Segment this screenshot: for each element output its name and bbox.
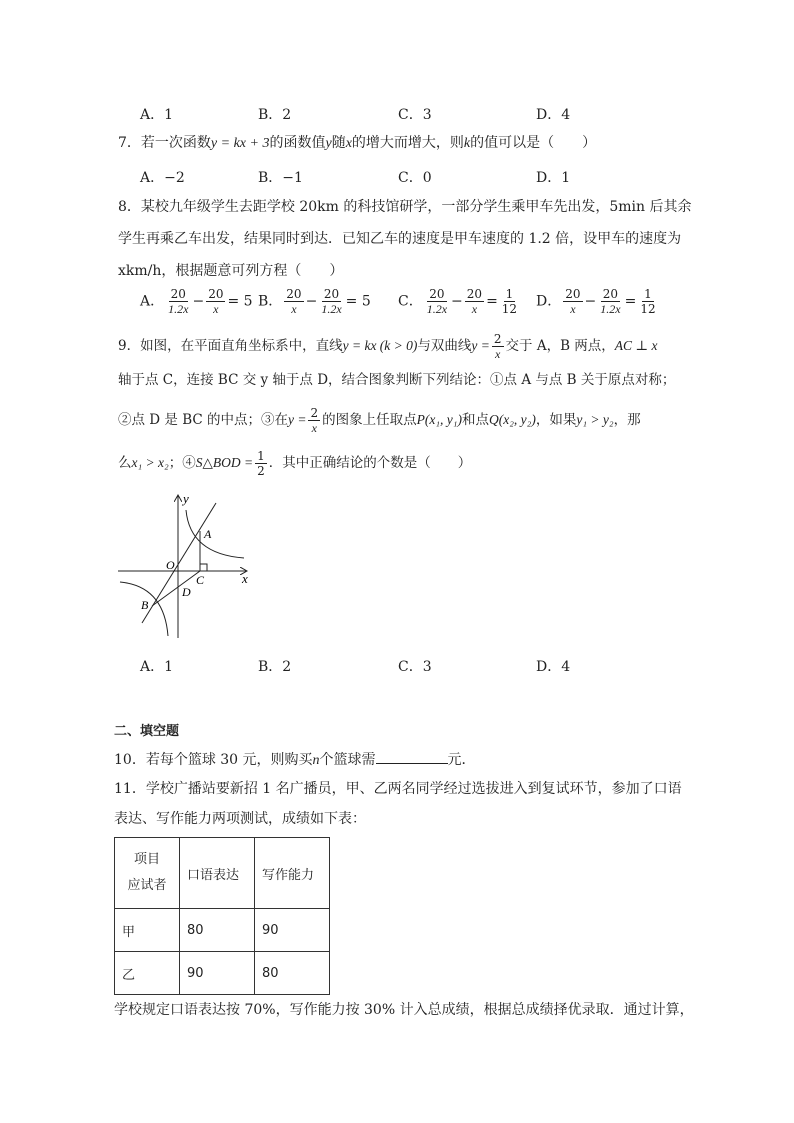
- q8-c-frac-2: $\frac{20}{x}$: [466, 287, 483, 316]
- q7-text-2: 的函数值: [269, 135, 326, 151]
- q8-line-2: 学生再乘乙车出发，结果同时到达．已知乙车的速度是甲车速度的 1.2 倍，设甲车的速度为: [118, 231, 682, 247]
- q6-option-b: B．2: [258, 107, 292, 123]
- q9-option-b: B．2: [258, 659, 292, 675]
- q8-option-c-label: C．: [398, 293, 423, 310]
- q7-option-c: C．0: [398, 170, 432, 186]
- q8-b-frac-1: $\frac{20}{x}$: [286, 287, 302, 316]
- q8-option-c: C． $\frac{20}{1.2x}$ − $\frac{20}{x}$ = $\frac{1}{12}$: [398, 287, 518, 316]
- q9-option-a: A．1: [140, 659, 174, 675]
- q9-hyperbola-frac-2: $\frac{2}{x}$: [310, 406, 319, 435]
- table-row: [115, 909, 330, 952]
- label-point-a: A: [204, 527, 212, 541]
- header-oral: 口语表达: [180, 838, 255, 909]
- q8-option-d-label: D．: [536, 293, 562, 310]
- right-angle-mark: [200, 564, 207, 571]
- writing-score: 90: [255, 909, 330, 952]
- q11-line-1: 11．学校广播站要新招 1 名广播员，甲、乙两名同学经过选拔进入到复试环节，参加了口语: [114, 781, 682, 797]
- q8-d-frac-rhs: $\frac{1}{12}$: [640, 287, 656, 316]
- hyperbola-branch-q1: [186, 510, 244, 558]
- q8-d-frac-2: $\frac{20}{1.2x}$: [600, 287, 621, 316]
- q7-var-k: k: [463, 136, 471, 151]
- q9-hyperbola-frac-1: $\frac{2}{x}$: [493, 332, 502, 361]
- q7-stem: [118, 133, 596, 154]
- q6-option-c: C．3: [398, 107, 432, 123]
- q8-option-d: D． $\frac{20}{x}$ − $\frac{20}{1.2x}$ = $\frac{1}{12}$: [536, 287, 656, 316]
- q9-option-d: D．4: [536, 659, 571, 675]
- q7-text-3: 随: [331, 135, 346, 151]
- q9-line-2: 轴于点 C，连接 BC 交 y 轴于点 D，结合图象判断下列结论：①点 A 与点 B 关于原点对称；: [118, 372, 676, 388]
- q7-function: y = kx + 3: [210, 136, 270, 151]
- q11-line-2: 表达、写作能力两项测试，成绩如下表：: [114, 811, 366, 827]
- label-point-c: C: [196, 573, 205, 587]
- segment-bc: [152, 571, 200, 606]
- candidate-name: 乙: [115, 952, 180, 995]
- q6-option-d: D．4: [536, 107, 571, 123]
- corner-label-candidate: 应试者: [127, 878, 167, 893]
- q7-var-x: x: [345, 136, 352, 151]
- label-point-b: B: [141, 598, 149, 612]
- q8-line-3: xkm/h，根据题意可列方程（ ）: [118, 263, 344, 279]
- q9-line-4: 么x₁ > x₂；④S△BOD = $\frac{1}{2}$ ．其中正确结论的个数是（ ）: [118, 449, 472, 478]
- q10-var-n: n: [312, 753, 320, 768]
- q10-stem: 10．若每个篮球 30 元，则购买n个篮球需 元．: [114, 749, 476, 771]
- label-x: x: [242, 571, 248, 586]
- q7-text-4: 的增大而增大，则: [351, 135, 464, 151]
- q11-score-table: [114, 837, 330, 995]
- q7-text-5: 的值可以是（ ）: [470, 135, 597, 151]
- q8-d-frac-1: $\frac{20}{x}$: [565, 287, 581, 316]
- q11-line-3: 学校规定口语表达按 70%，写作能力按 30% 计入总成绩，根据总成绩择优录取．通过计算，: [114, 1002, 694, 1018]
- writing-score: 80: [255, 952, 330, 995]
- q9-line-1: 9．如图，在平面直角坐标系中，直线y = kx (k > 0)与双曲线y = $\frac{2}{x}$ 交于 A，B 两点，AC ⊥ x: [118, 332, 658, 361]
- q8-c-frac-rhs: $\frac{1}{12}$: [501, 287, 518, 316]
- section-title-fill-in: 二、填空题: [114, 724, 180, 739]
- q7-option-a: A．−2: [140, 170, 185, 186]
- table-row: [115, 952, 330, 995]
- q7-var-y: y: [325, 136, 332, 151]
- label-origin: O: [166, 558, 175, 572]
- q9-option-c: C．3: [398, 659, 432, 675]
- oral-score: 80: [180, 909, 255, 952]
- table-header-row: [115, 838, 330, 909]
- q9-line-3: ②点 D 是 BC 的中点；③在y = $\frac{2}{x}$ 的图象上任取点P(x₁, y₁)和点Q(x₂, y₂)，如果y₁ > y₂，那: [118, 406, 641, 435]
- table-corner-cell: [115, 838, 180, 909]
- q9-area-frac: $\frac{1}{2}$: [257, 449, 265, 478]
- oral-score: 90: [180, 952, 255, 995]
- q8-option-b-label: B．: [258, 293, 283, 310]
- q8-option-b: B． $\frac{20}{x}$ − $\frac{20}{1.2x}$ = 5: [258, 287, 371, 316]
- q8-option-a-label: A．: [140, 293, 165, 310]
- label-point-d: D: [182, 585, 191, 599]
- q8-option-a: A． $\frac{20}{1.2x}$ − $\frac{20}{x}$ = 5: [140, 287, 253, 316]
- header-writing: 写作能力: [255, 838, 330, 909]
- q7-option-d: D．1: [536, 170, 571, 186]
- q8-a-frac-2: $\frac{20}{x}$: [208, 287, 224, 316]
- q8-c-frac-1: $\frac{20}{1.2x}$: [426, 287, 448, 316]
- q8-b-frac-2: $\frac{20}{1.2x}$: [321, 287, 342, 316]
- q10-answer-blank[interactable]: [376, 749, 448, 764]
- q6-option-a: A．1: [140, 107, 174, 123]
- q8-line-1: 8．某校九年级学生去距学校 20km 的科技馆研学，一部分学生乘甲车先出发，5min 后其余: [118, 199, 692, 215]
- corner-label-item: 项目: [133, 852, 160, 867]
- q7-text-1: 7．若一次函数: [118, 135, 211, 151]
- q9-coordinate-figure: [116, 488, 256, 643]
- candidate-name: 甲: [115, 909, 180, 952]
- q7-option-b: B．−1: [258, 170, 303, 186]
- q8-a-frac-1: $\frac{20}{1.2x}$: [168, 287, 189, 316]
- label-y: y: [183, 491, 189, 506]
